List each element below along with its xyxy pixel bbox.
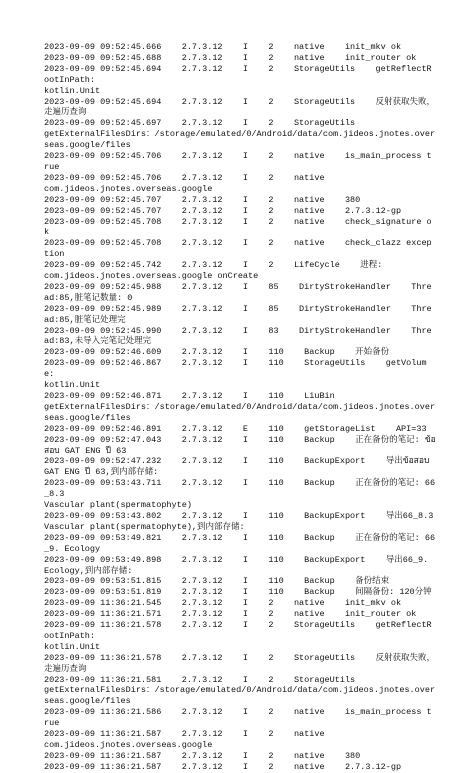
- log-line: com.jideos.jnotes.overseas.google onCreate: [44, 271, 259, 282]
- log-line: 2023-09-09 11:36:21.545 2.7.3.12 I 2 native init_mkv ok: [44, 598, 402, 609]
- log-line: 2023-09-09 09:52:45.989 2.7.3.12 I 85 DirtyStrokeHandler Thread:85,脏笔记处理完: [44, 303, 432, 325]
- log-line: 2023-09-09 09:52:45.697 2.7.3.12 I 2 StorageUtils: [44, 118, 356, 129]
- log-line: com.jideos.jnotes.overseas.google: [44, 740, 213, 750]
- log-line: 2023-09-09 09:52:46.891 2.7.3.12 E 110 getStorageList API=33: [44, 423, 427, 434]
- log-line: 2023-09-09 09:53:51.819 2.7.3.12 I 110 Backup 间隔备份: 120分钟: [44, 587, 432, 598]
- log-line: 2023-09-09 11:36:21.587 2.7.3.12 I 2 native: [44, 729, 325, 740]
- log-line: 2023-09-09 09:52:46.609 2.7.3.12 I 110 Backup 开始备份: [44, 347, 390, 358]
- log-line: 2023-09-09 11:36:21.581 2.7.3.12 I 2 StorageUtils: [44, 674, 356, 685]
- log-line: getExternalFilesDirs：/storage/emulated/0/Android/data/com.jideos.jnotes.overseas.google/files: [44, 685, 436, 707]
- log-line: kotlin.Unit: [44, 380, 101, 391]
- log-line: 2023-09-09 11:36:21.586 2.7.3.12 I 2 native is_main_process true: [44, 707, 432, 729]
- log-line: 2023-09-09 09:53:43.802 2.7.3.12 I 110 BackupExport 导出66_8.3 Vascular plant(spermatophyte),到内部存储:: [44, 510, 439, 532]
- log-line: 2023-09-09 09:52:47.232 2.7.3.12 I 110 BackupExport 导出ข้อสอบ GAT ENG ปี 63,到内部存储:: [44, 456, 435, 478]
- log-line: 2023-09-09 11:36:21.571 2.7.3.12 I 2 native init_router ok: [44, 609, 417, 620]
- log-line: 2023-09-09 09:52:45.688 2.7.3.12 I 2 native init_router ok: [44, 52, 417, 63]
- log-line: getExternalFilesDirs：/storage/emulated/0/Android/data/com.jideos.jnotes.overseas.google/files: [44, 401, 436, 423]
- log-line: 2023-09-09 11:36:21.587 2.7.3.12 I 2 native 380: [44, 750, 361, 761]
- log-line: 2023-09-09 09:52:45.742 2.7.3.12 I 2 LifeCycle 进程:: [44, 260, 383, 271]
- log-line: 2023-09-09 09:52:46.867 2.7.3.12 I 110 StorageUtils getVolume:: [44, 358, 427, 380]
- log-line: 2023-09-09 09:52:45.988 2.7.3.12 I 85 DirtyStrokeHandler Thread:85,脏笔记数量: 0: [44, 281, 432, 303]
- log-line: 2023-09-09 09:52:47.043 2.7.3.12 I 110 Backup 正在备份的笔记: ข้อสอบ GAT ENG ปี 63: [44, 434, 436, 456]
- log-line: 2023-09-09 09:52:45.706 2.7.3.12 I 2 native is_main_process true: [44, 151, 432, 172]
- log-line: 2023-09-09 09:53:51.815 2.7.3.12 I 110 Backup 备份结束: [44, 576, 390, 587]
- log-line: 2023-09-09 09:52:45.666 2.7.3.12 I 2 native init_mkv ok: [44, 42, 402, 52]
- log-line: kotlin.Unit: [44, 641, 101, 652]
- log-line: 2023-09-09 11:36:21.578 2.7.3.12 I 2 StorageUtils getReflectRootInPath:: [44, 620, 432, 641]
- log-line: 2023-09-09 11:36:21.587 2.7.3.12 I 2 native 2.7.3.12-gp: [44, 761, 402, 772]
- log-line: 2023-09-09 09:52:45.694 2.7.3.12 I 2 StorageUtils getReflectRootInPath:: [44, 63, 432, 85]
- log-line: 2023-09-09 09:52:45.694 2.7.3.12 I 2 StorageUtils 反射获取失败，走遍历查询: [44, 96, 436, 118]
- log-line: Vascular plant(spermatophyte): [44, 500, 192, 511]
- log-line: kotlin.Unit: [44, 85, 101, 96]
- log-line: 2023-09-09 09:52:45.706 2.7.3.12 I 2 native: [44, 172, 325, 183]
- log-line: 2023-09-09 09:52:45.707 2.7.3.12 I 2 native 2.7.3.12-gp: [44, 205, 402, 216]
- log-line: 2023-09-09 09:52:45.707 2.7.3.12 I 2 native 380: [44, 194, 361, 205]
- log-line: 2023-09-09 09:53:49.898 2.7.3.12 I 110 BackupExport 导出66_9. Ecology,到内部存储:: [44, 554, 434, 576]
- log-line: 2023-09-09 09:52:45.708 2.7.3.12 I 2 native check_clazz exception: [44, 238, 432, 260]
- log-line: 2023-09-09 09:52:46.871 2.7.3.12 I 110 LiuBin: [44, 391, 335, 401]
- log-line: 2023-09-09 09:53:49.821 2.7.3.12 I 110 Backup 正在备份的笔记: 66_9. Ecology: [44, 532, 436, 554]
- log-line: 2023-09-09 09:53:43.711 2.7.3.12 I 110 Backup 正在备份的笔记: 66_8.3: [44, 478, 436, 500]
- log-line: 2023-09-09 09:52:45.708 2.7.3.12 I 2 native check_signature ok: [44, 216, 432, 238]
- log-text: [44, 42, 439, 773]
- log-line: 2023-09-09 09:52:45.990 2.7.3.12 I 83 DirtyStrokeHandler Thread:83,未导入完笔记处理完: [44, 325, 432, 347]
- log-line: 2023-09-09 11:36:21.578 2.7.3.12 I 2 StorageUtils 反射获取失败，走遍历查询: [44, 652, 436, 674]
- log-line: com.jideos.jnotes.overseas.google: [44, 183, 213, 194]
- log-line: getExternalFilesDirs：/storage/emulated/0/Android/data/com.jideos.jnotes.overseas.google/files: [44, 129, 436, 151]
